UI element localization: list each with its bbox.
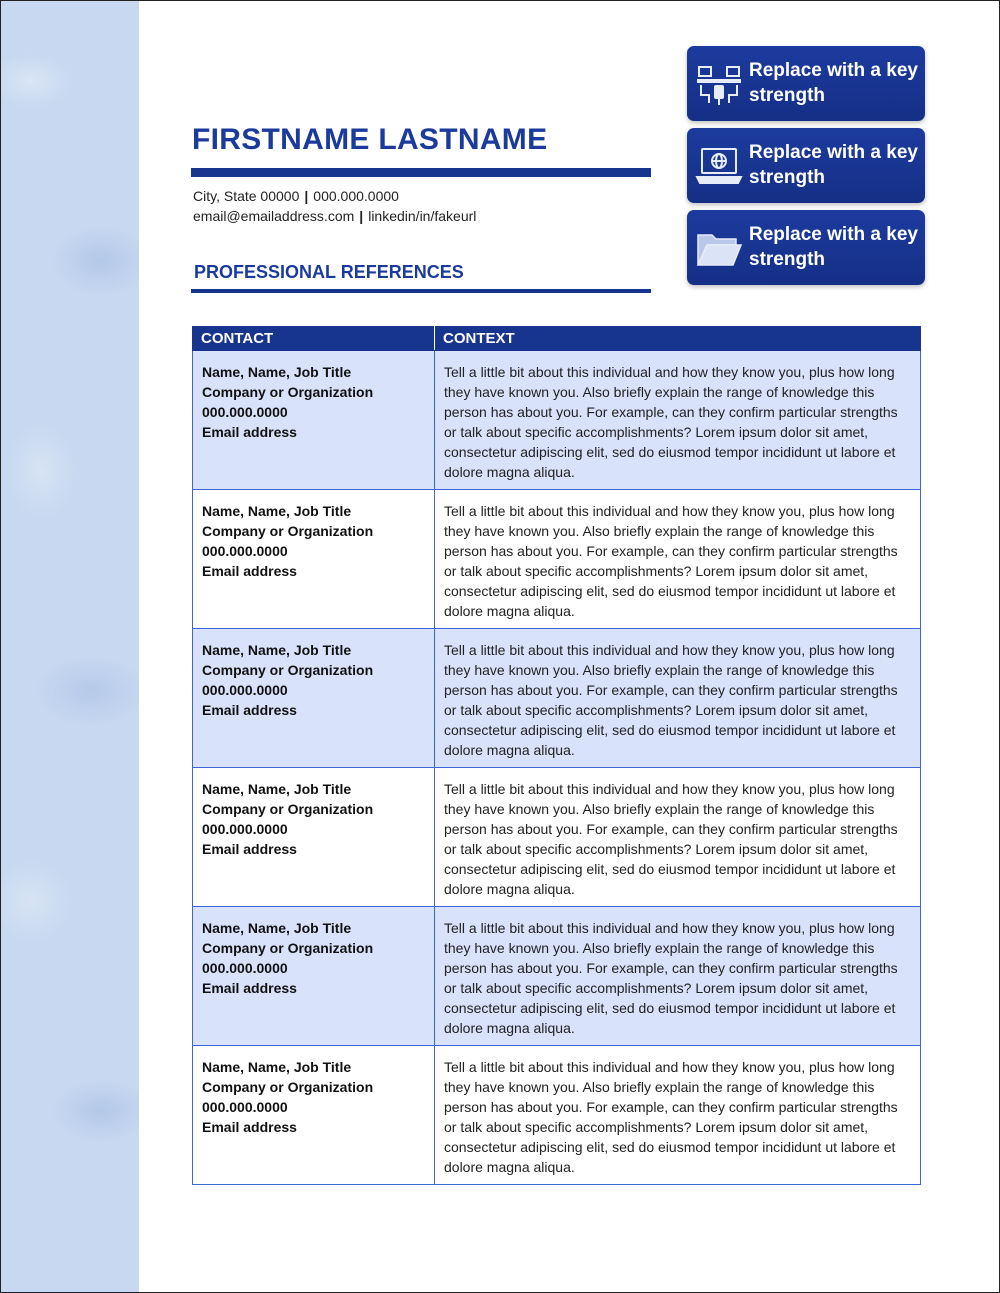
context-cell: Tell a little bit about this individual and how they know you, plus how long they have known you. Also briefly explain the range of knowledge this person has about you. For example, can they confirm particular strengths or talk about specific accomplishments? Lorem ipsum dolor sit amet, consectetur adipiscing elit, sed do eiusmod tempor incididunt ut labore et dolore magna aliqua. bbox=[435, 1046, 921, 1185]
reference-name: Name, Name, Job Title bbox=[202, 503, 352, 519]
reference-phone: 000.000.0000 bbox=[202, 543, 288, 559]
contact-line-online bbox=[193, 208, 476, 224]
context-cell: Tell a little bit about this individual and how they know you, plus how long they have known you. Also briefly explain the range of knowledge this person has about you. For example, can they confirm particular strengths or talk about specific accomplishments? Lorem ipsum dolor sit amet, consectetur adipiscing elit, sed do eiusmod tempor incididunt ut labore et dolore magna aliqua. bbox=[435, 351, 921, 490]
separator: | bbox=[304, 188, 309, 204]
reference-email: Email address bbox=[202, 980, 297, 996]
reference-company: Company or Organization bbox=[202, 801, 374, 817]
context-cell: Tell a little bit about this individual and how they know you, plus how long they have known you. Also briefly explain the range of knowledge this person has about you. For example, can they confirm particular strengths or talk about specific accomplishments? Lorem ipsum dolor sit amet, consectetur adipiscing elit, sed do eiusmod tempor incididunt ut labore et dolore magna aliqua. bbox=[435, 768, 921, 907]
reference-name: Name, Name, Job Title bbox=[202, 781, 352, 797]
city-state: City, State 00000 bbox=[193, 188, 300, 204]
phone-number: 000.000.0000 bbox=[313, 188, 399, 204]
reference-email: Email address bbox=[202, 1119, 297, 1135]
reference-name: Name, Name, Job Title bbox=[202, 642, 352, 658]
reference-company: Company or Organization bbox=[202, 662, 374, 678]
reference-email: Email address bbox=[202, 841, 297, 857]
contact-cell bbox=[193, 907, 435, 1046]
table-header-row bbox=[193, 327, 921, 351]
email-address: email@emailaddress.com bbox=[193, 208, 355, 224]
reference-name: Name, Name, Job Title bbox=[202, 1059, 352, 1075]
linkedin-url: linkedin/in/fakeurl bbox=[368, 208, 477, 224]
contact-cell bbox=[193, 629, 435, 768]
decorative-side-strip bbox=[1, 1, 139, 1292]
contact-cell bbox=[193, 351, 435, 490]
table-row bbox=[193, 1046, 921, 1185]
section-title: PROFESSIONAL REFERENCES bbox=[194, 262, 464, 282]
candidate-name: FIRSTNAME LASTNAME bbox=[192, 123, 548, 156]
references-table bbox=[192, 326, 921, 1185]
column-header-contact: CONTACT bbox=[193, 327, 435, 351]
laptop-globe-icon bbox=[695, 143, 743, 191]
reference-email: Email address bbox=[202, 702, 297, 718]
reference-company: Company or Organization bbox=[202, 384, 374, 400]
strength-card-1 bbox=[687, 46, 925, 121]
strength-label: Replace with a key strength bbox=[749, 224, 918, 270]
separator: | bbox=[359, 208, 364, 224]
reference-phone: 000.000.0000 bbox=[202, 1099, 288, 1115]
contact-line-location bbox=[193, 188, 399, 204]
reference-email: Email address bbox=[202, 424, 297, 440]
reference-name: Name, Name, Job Title bbox=[202, 920, 352, 936]
context-cell: Tell a little bit about this individual and how they know you, plus how long they have known you. Also briefly explain the range of knowledge this person has about you. For example, can they confirm particular strengths or talk about specific accomplishments? Lorem ipsum dolor sit amet, consectetur adipiscing elit, sed do eiusmod tempor incididunt ut labore et dolore magna aliqua. bbox=[435, 490, 921, 629]
table-row bbox=[193, 907, 921, 1046]
table-row bbox=[193, 629, 921, 768]
reference-phone: 000.000.0000 bbox=[202, 404, 288, 420]
table-row bbox=[193, 351, 921, 490]
reference-phone: 000.000.0000 bbox=[202, 960, 288, 976]
context-cell: Tell a little bit about this individual and how they know you, plus how long they have known you. Also briefly explain the range of knowledge this person has about you. For example, can they confirm particular strengths or talk about specific accomplishments? Lorem ipsum dolor sit amet, consectetur adipiscing elit, sed do eiusmod tempor incididunt ut labore et dolore magna aliqua. bbox=[435, 629, 921, 768]
contact-cell bbox=[193, 490, 435, 629]
reference-company: Company or Organization bbox=[202, 940, 374, 956]
folder-icon bbox=[695, 225, 743, 273]
reference-email: Email address bbox=[202, 563, 297, 579]
column-header-context: CONTEXT bbox=[435, 327, 921, 351]
context-cell: Tell a little bit about this individual and how they know you, plus how long they have known you. Also briefly explain the range of knowledge this person has about you. For example, can they confirm particular strengths or talk about specific accomplishments? Lorem ipsum dolor sit amet, consectetur adipiscing elit, sed do eiusmod tempor incididunt ut labore et dolore magna aliqua. bbox=[435, 907, 921, 1046]
conference-table-icon bbox=[695, 61, 743, 109]
strength-card-2 bbox=[687, 128, 925, 203]
reference-phone: 000.000.0000 bbox=[202, 682, 288, 698]
strength-card-3 bbox=[687, 210, 925, 285]
reference-phone: 000.000.0000 bbox=[202, 821, 288, 837]
reference-name: Name, Name, Job Title bbox=[202, 364, 352, 380]
table-row bbox=[193, 768, 921, 907]
table-row bbox=[193, 490, 921, 629]
contact-cell bbox=[193, 1046, 435, 1185]
reference-company: Company or Organization bbox=[202, 523, 374, 539]
strength-label: Replace with a key strength bbox=[749, 60, 918, 106]
section-underline bbox=[191, 289, 651, 293]
name-underline bbox=[191, 168, 651, 177]
contact-cell bbox=[193, 768, 435, 907]
reference-company: Company or Organization bbox=[202, 1079, 374, 1095]
strength-label: Replace with a key strength bbox=[749, 142, 918, 188]
